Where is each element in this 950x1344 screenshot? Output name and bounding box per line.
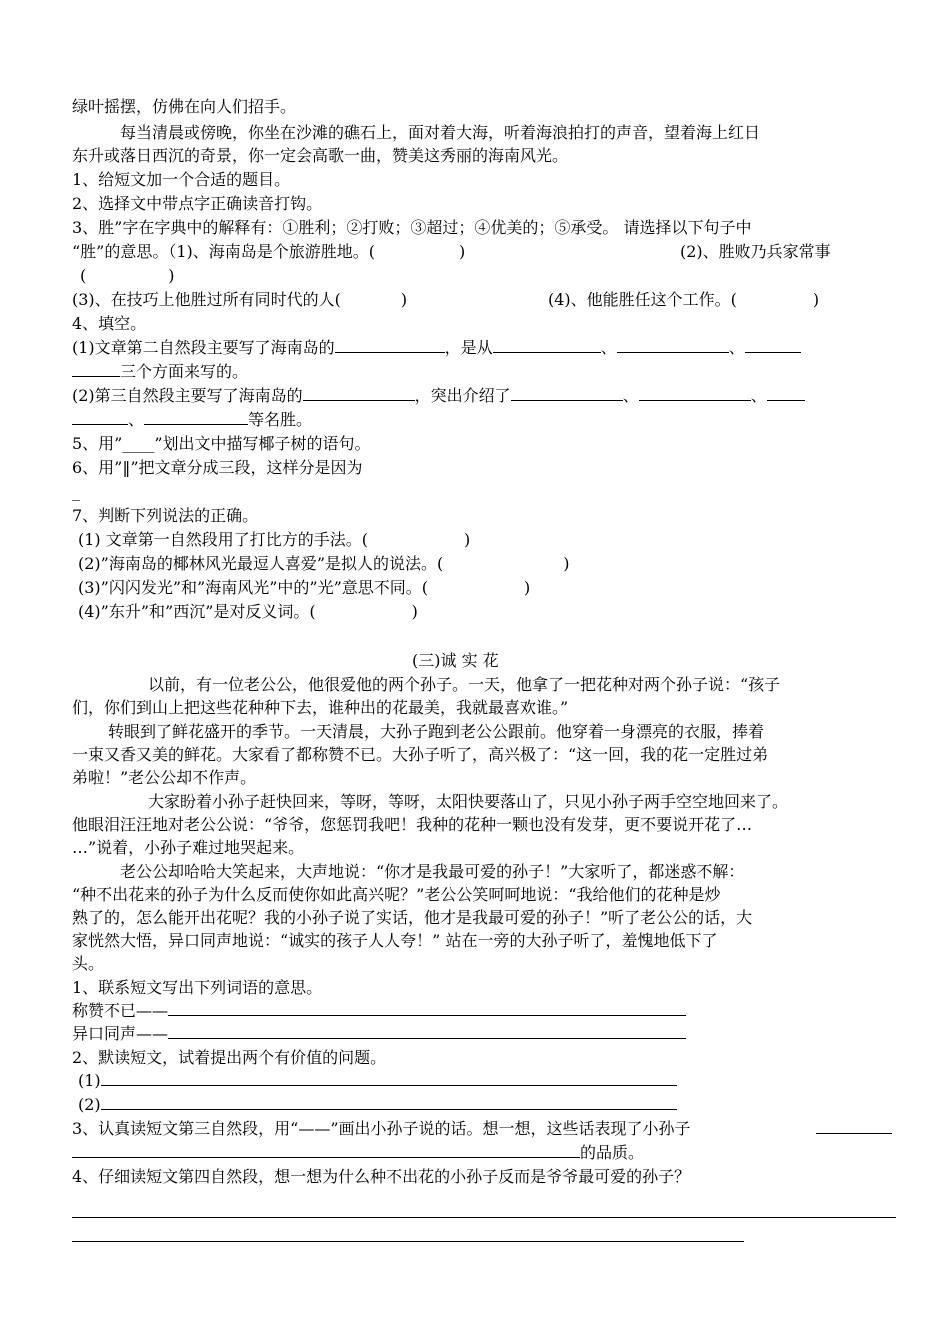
question-7-2 xyxy=(78,553,570,575)
question-3-cont xyxy=(72,1142,644,1164)
question-2: 2、选择文中带点字正确读音打钩。 xyxy=(72,194,323,213)
question-4-1 xyxy=(72,337,801,359)
question-text: (2)”海南岛的椰林风光最逗人喜爱”是拟人的说法。( xyxy=(78,554,444,573)
question-4: 4、填空。 xyxy=(72,314,147,333)
answer-line[interactable] xyxy=(168,1001,686,1016)
question-7-4 xyxy=(78,601,418,623)
answer-blank[interactable] xyxy=(511,386,623,401)
question-5: 5、用”____”划出文中描写椰子树的语句。 xyxy=(72,434,371,453)
paragraph-text: 熟了的，怎么能开出花呢？我的小孙子说了实话，他才是我最可爱的孙子！”听了老公公的话，大 xyxy=(72,908,753,927)
question-text: ，突出介绍了 xyxy=(414,386,511,405)
paragraph-text: 们，你们到山上把这些花种种下去，谁种出的花最美，我就最喜欢谁。” xyxy=(72,698,569,717)
question-3: 3、认真读短文第三自然段，用“——”画出小孙子说的话。想一想，这些话表现了小孙子 xyxy=(72,1119,691,1138)
question-text: 、 xyxy=(128,410,145,429)
question-text: (2) xyxy=(78,1095,101,1114)
answer-line[interactable] xyxy=(101,1071,677,1086)
question-7: 7、判断下列说法的正确。 xyxy=(72,506,259,525)
answer-line[interactable] xyxy=(72,1241,744,1242)
paragraph-text: 老公公却哈哈大笑起来，大声地说：“你才是我最可爱的孙子！”大家听了，都迷惑不解： xyxy=(120,862,745,881)
question-4: 4、仔细读短文第四自然段，想一想为什么种不出花的小孙子反而是爷爷最可爱的孙子？ xyxy=(72,1167,691,1186)
paragraph-text: …”说着，小孙子难过地哭起来。 xyxy=(72,838,305,857)
answer-blank[interactable] xyxy=(639,386,751,401)
answer-line[interactable] xyxy=(72,1217,896,1218)
answer-blank[interactable] xyxy=(303,386,415,401)
question-text: (4)”东升”和”西沉”是对反义词。( xyxy=(78,602,316,621)
bracket: ) xyxy=(400,290,408,309)
paragraph-text: 他眼泪汪汪地对老公公说：“爷爷，您惩罚我吧！我种的花种一颗也没有发芽，更不要说开花了… xyxy=(72,815,753,834)
question-4-2-cont xyxy=(72,409,312,431)
paragraph-text: 每当清晨或傍晚，你坐在沙滩的礁石上，面对着大海，听着海浪拍打的声音，望着海上红日 xyxy=(120,123,761,142)
question-text: 称赞不已—— xyxy=(72,1001,169,1020)
question-2-2 xyxy=(78,1094,677,1116)
question-1: 1、联系短文写出下列词语的意思。 xyxy=(72,978,323,997)
question-text: 等名胜。 xyxy=(248,410,313,429)
question-7-3 xyxy=(78,577,530,599)
question-text: 异口同声—— xyxy=(72,1024,169,1043)
question-text: 、 xyxy=(622,386,639,405)
question-1a xyxy=(72,1000,686,1022)
answer-blank[interactable] xyxy=(72,410,128,425)
bracket: ) xyxy=(464,530,471,549)
answer-blank[interactable] xyxy=(335,338,445,353)
paragraph-text: 东升或落日西沉的奇景，你一定会高歌一曲，赞美这秀丽的海南风光。 xyxy=(72,146,569,165)
question-4-1-cont xyxy=(72,361,248,383)
question-2: 2、默读短文，试着提出两个有价值的问题。 xyxy=(72,1048,387,1067)
answer-blank[interactable] xyxy=(144,410,248,425)
bracket: ) xyxy=(563,554,570,573)
question-6-blank[interactable]: _ xyxy=(72,482,80,501)
question-text: (3)”闪闪发光”和”海南风光”中的”光”意思不同。( xyxy=(78,578,428,597)
answer-line[interactable] xyxy=(72,1143,580,1158)
paragraph-text: “种不出花来的孙子为什么反而使你如此高兴呢？”老公公笑呵呵地说：“我给他们的花种是炒 xyxy=(72,885,721,904)
question-text: 的品质。 xyxy=(580,1143,645,1162)
question-6: 6、用”‖”把文章分成三段，这样分是因为 xyxy=(72,458,363,477)
bracket: ) xyxy=(459,242,466,261)
answer-blank[interactable] xyxy=(617,338,729,353)
question-3-line xyxy=(548,289,819,311)
paragraph-text: 一束又香又美的鲜花。大家看了都称赞不已。大孙子听了，高兴极了：“这一回，我的花一定胜过弟 xyxy=(72,745,769,764)
question-text: 、 xyxy=(750,386,767,405)
question-text: (1) xyxy=(78,1071,101,1090)
question-text: “胜”的意思。（1)、海南岛是个旅游胜地。( xyxy=(72,242,376,261)
bracket: ) xyxy=(411,602,418,621)
question-1: 1、给短文加一个合适的题目。 xyxy=(72,170,291,189)
answer-line[interactable] xyxy=(101,1095,677,1110)
question-text: (4)、他能胜任这个工作。( xyxy=(548,290,737,309)
question-text: 、 xyxy=(600,338,617,357)
question-3-line xyxy=(80,265,175,287)
bracket: ) xyxy=(812,290,820,309)
question-3-line xyxy=(72,289,407,311)
answer-blank[interactable] xyxy=(767,386,805,401)
question-text: (2)、胜败乃兵家常事 xyxy=(680,242,831,261)
answer-blank[interactable] xyxy=(493,338,601,353)
paragraph-text: 弟啦！”老公公却不作声。 xyxy=(72,768,257,787)
bracket: ) xyxy=(168,266,175,285)
question-text: (3)、在技巧上他胜过所有同时代的人( xyxy=(72,290,341,309)
paragraph-text: 以前，有一位老公公，他很爱他的两个孙子。一天，他拿了一把花种对两个孙子说：“孩子 xyxy=(148,675,781,694)
question-1b xyxy=(72,1023,686,1045)
question-text: (1)文章第二自然段主要写了海南岛的 xyxy=(72,338,335,357)
question-2-1 xyxy=(78,1070,677,1092)
bracket: ) xyxy=(524,578,531,597)
bracket: ( xyxy=(80,266,87,285)
question-3: 3、胜”字在字典中的解释有：①胜利；②打败；③超过；④优美的；⑤承受。 请选择以下句子中 xyxy=(72,218,752,237)
answer-blank[interactable] xyxy=(745,338,801,353)
question-text: 三个方面来写的。 xyxy=(120,362,249,381)
question-text: (2)第三自然段主要写了海南岛的 xyxy=(72,386,303,405)
paragraph-text: 绿叶摇摆，仿佛在向人们招手。 xyxy=(72,97,297,116)
answer-line[interactable] xyxy=(816,1133,892,1134)
question-4-2 xyxy=(72,385,805,407)
answer-blank[interactable] xyxy=(72,362,120,377)
question-3-line xyxy=(72,241,465,263)
question-text: ，是从 xyxy=(444,338,493,357)
question-7-1 xyxy=(78,529,470,551)
paragraph-text: 头。 xyxy=(72,954,105,973)
paragraph-text: 家恍然大悟，异口同声地说：“诚实的孩子人人夸！” 站在一旁的大孙子听了，羞愧地低下了 xyxy=(72,931,718,950)
question-text: (1) 文章第一自然段用了打比方的手法。( xyxy=(78,530,368,549)
question-text: 、 xyxy=(728,338,745,357)
paragraph-text: 转眼到了鲜花盛开的季节。一天清晨，大孙子跑到老公公跟前。他穿着一身漂亮的衣服，捧着 xyxy=(108,722,765,741)
paragraph-text: 大家盼着小孙子赶快回来，等呀，等呀，太阳快要落山了，只见小孙子两手空空地回来了。 xyxy=(148,792,789,811)
answer-line[interactable] xyxy=(168,1024,686,1039)
section-title: (三)诚 实 花 xyxy=(412,651,499,670)
